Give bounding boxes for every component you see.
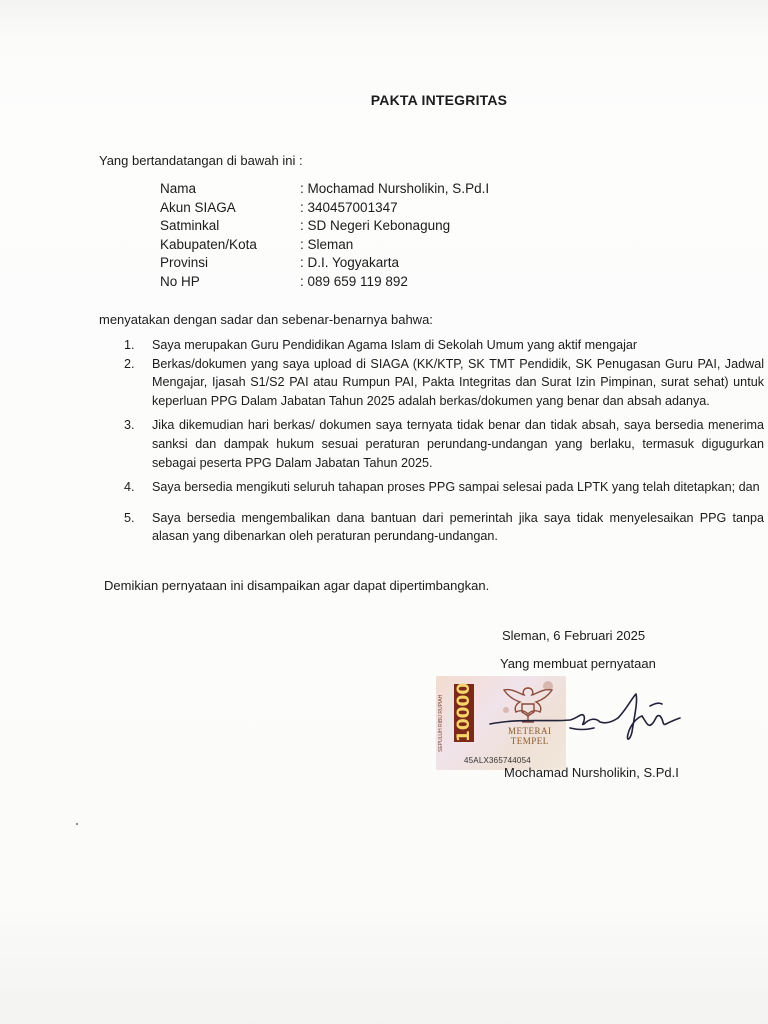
statement-item (124, 509, 764, 546)
identity-value: : 089 659 119 892 (300, 273, 408, 289)
statement-item (124, 336, 764, 355)
stamp-label-line2: TEMPEL (510, 736, 549, 746)
statement-list (124, 336, 764, 546)
statement-text: Jika dikemudian hari berkas/ dokumen saya ternyata tidak benar dan tidak absah, saya bersedia menerima sanksi dan dampak hukum sesuai peraturan perundang-undangan yang berlaku, termasuk digugurkan sebagai peserta PPG Dalam Jabatan Tahun 2025. (152, 418, 764, 470)
signer-name: Mochamad Nursholikin, S.Pd.I (504, 765, 679, 780)
identity-label: Kabupaten/Kota (160, 236, 257, 252)
closing-text: Demikian pernyataan ini disampaikan agar dapat dipertimbangkan. (104, 578, 490, 593)
identity-value: : SD Negeri Kebonagung (300, 218, 451, 234)
identity-row-name (160, 180, 489, 199)
identity-value: : Sleman (300, 236, 354, 252)
statement-item (124, 478, 764, 497)
identity-table (160, 180, 489, 292)
statement-text: Berkas/dokumen yang saya upload di SIAGA (KK/KTP, SK TMT Pendidik, SK Penugasan Guru PAI, Jadwal Mengajar, Ijasah S1/S2 PAI atau Rumpun PAI, Pakta Integritas dan Surat Izin Pimpinan, surat sehat) untuk keperluan PPG Dalam Jabatan Tahun 2025 adalah berkas/dokumen yang benar dan absah adanya. (152, 356, 764, 408)
statement-number: 1. (124, 338, 135, 352)
identity-row-satminkal (160, 217, 489, 236)
statement-number: 2. (124, 356, 135, 371)
identity-value: : Mochamad Nursholikin, S.Pd.I (300, 181, 490, 196)
statement-text: Saya merupakan Guru Pendidikan Agama Islam di Sekolah Umum yang aktif mengajar (152, 338, 638, 352)
stamp-value: 10000 (454, 682, 474, 742)
identity-row-kabupaten (160, 236, 489, 255)
statement-lead: menyatakan dengan sadar dan sebenar-benarnya bahwa: (99, 312, 433, 327)
stamp-serial: 45ALX365744054 (464, 756, 531, 765)
maker-label: Yang membuat pernyataan (500, 656, 656, 671)
scan-speck (76, 823, 78, 825)
identity-label: Akun SIAGA (160, 199, 236, 215)
identity-row-phone (160, 273, 489, 292)
identity-value: : D.I. Yogyakarta (300, 255, 400, 271)
statement-number: 3. (124, 418, 135, 433)
statement-text: Saya bersedia mengikuti seluruh tahapan proses PPG sampai selesai pada LPTK yang telah ditetapkan; dan (152, 480, 760, 495)
identity-row-provinsi (160, 254, 489, 273)
identity-value: : 340457001347 (300, 199, 398, 215)
place-date: Sleman, 6 Februari 2025 (502, 628, 646, 643)
intro-text: Yang bertandatangan di bawah ini : (99, 153, 303, 168)
statement-number: 4. (124, 480, 135, 495)
stamp-side-text: SEPULUH RIBU RUPIAH (438, 694, 444, 752)
identity-label: Nama (160, 181, 197, 196)
statement-number: 5. (124, 510, 135, 525)
statement-item (124, 416, 764, 472)
document-title: PAKTA INTEGRITAS (370, 92, 508, 108)
statement-item (124, 355, 764, 411)
identity-label: Provinsi (160, 255, 209, 271)
identity-label: No HP (160, 273, 200, 289)
identity-label: Satminkal (160, 218, 220, 234)
statement-text: Saya bersedia mengembalikan dana bantuan dari pemerintah jika saya tidak menyelesaikan PPG tanpa alasan yang dibenarkan oleh peraturan perundang-undangan. (152, 510, 764, 544)
identity-row-siaga (160, 199, 489, 218)
handwritten-signature (450, 682, 700, 758)
stamp-label-line1: METERAI (508, 726, 552, 736)
